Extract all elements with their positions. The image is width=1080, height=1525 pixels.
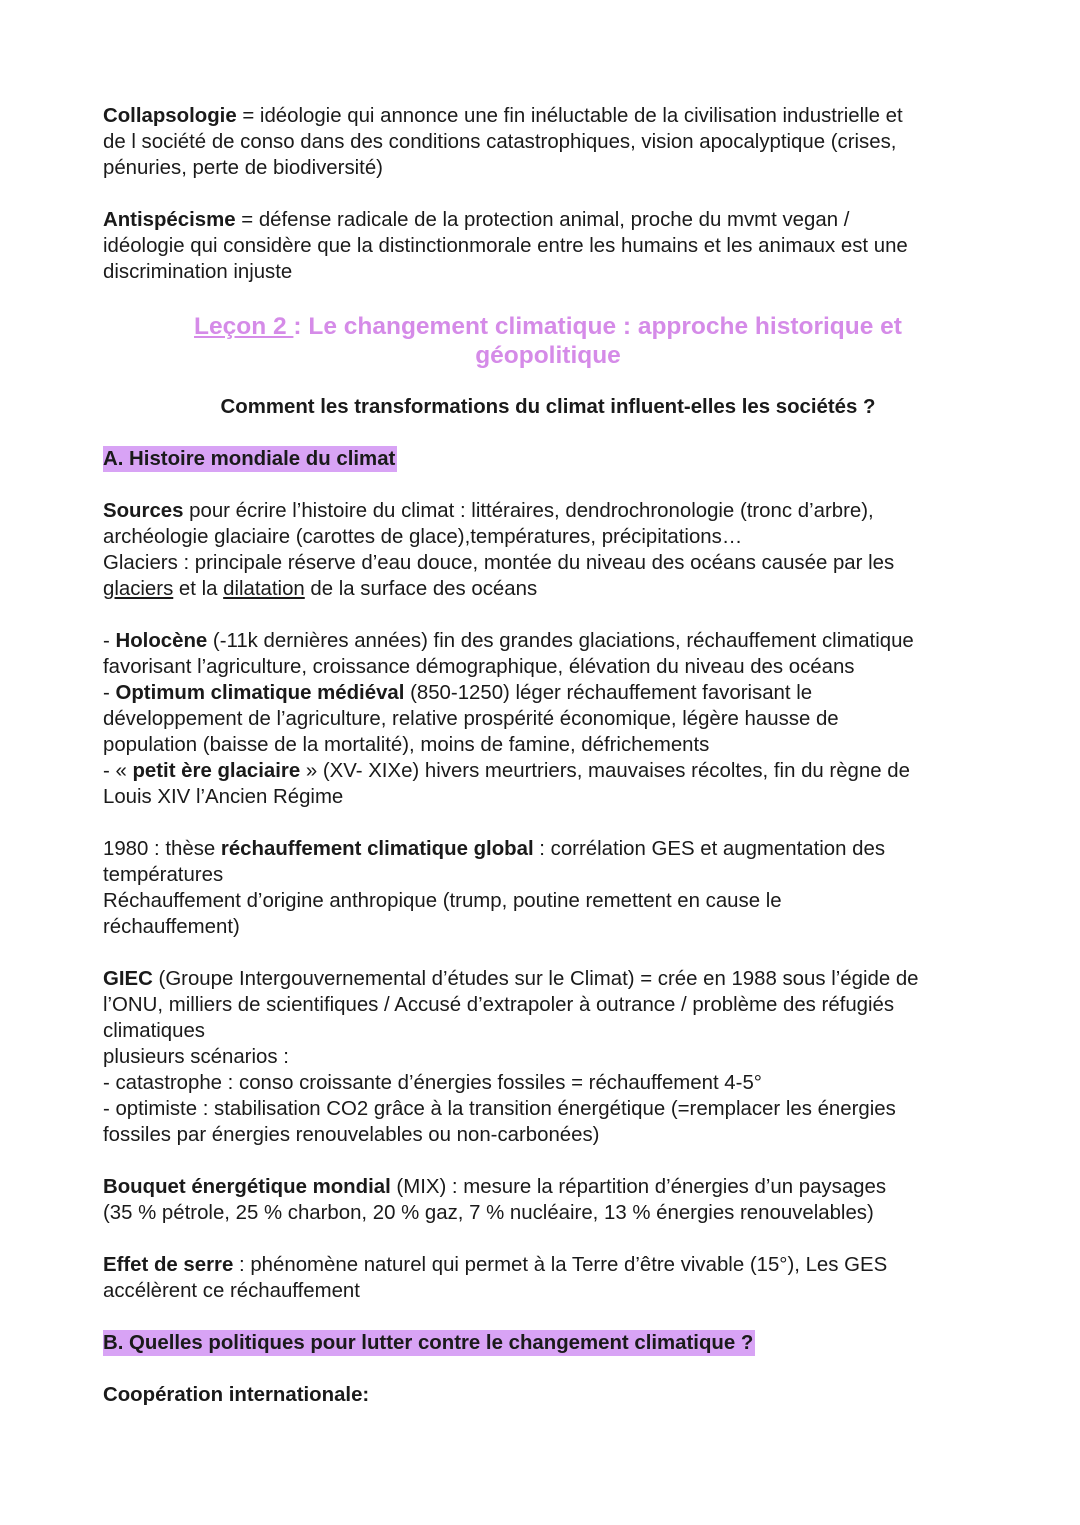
section-b <box>103 1330 983 1356</box>
text: - catastrophe : conso croissante d’énergies fossiles = réchauffement 4-5° <box>103 1072 762 1094</box>
definition-collapsologie <box>103 103 983 181</box>
text: l’ONU, milliers de scientifiques / Accusé d’extrapoler à outrance / problème des réfugiés <box>103 994 895 1016</box>
term-effet-de-serre: Effet de serre <box>103 1254 234 1276</box>
text: 1980 : thèse <box>103 838 221 860</box>
lesson-question: Comment les transformations du climat influent-elles les sociétés ? <box>220 396 876 418</box>
text: (MIX) : mesure la répartition d’énergies d’un paysages <box>390 1176 887 1198</box>
paragraph-sources <box>103 498 983 602</box>
text: pénuries, perte de biodiversité) <box>103 157 383 179</box>
text: : phénomène naturel qui permet à la Terre d’être vivable (15°), Les GES <box>233 1254 888 1276</box>
text: - optimiste : stabilisation CO2 grâce à la transition énergétique (=remplacer les énergies <box>103 1098 896 1120</box>
term-collapsologie: Collapsologie <box>103 105 237 127</box>
text: discrimination injuste <box>103 261 293 283</box>
text: climatiques <box>103 1020 205 1042</box>
text: et la <box>173 578 224 600</box>
paragraph-1980 <box>103 836 983 940</box>
document-page <box>103 103 983 1408</box>
term-holocene: Holocène <box>115 630 208 652</box>
text: réchauffement) <box>103 916 240 938</box>
text: de l société de conso dans des conditions catastrophiques, vision apocalyptique (crises, <box>103 131 897 153</box>
term-petit-ere-glaciaire: petit ère glaciaire <box>132 760 301 782</box>
dash: - « <box>103 760 133 782</box>
text: pour écrire l’histoire du climat : littéraires, dendrochronologie (tronc d’arbre), <box>183 500 874 522</box>
text: population (baisse de la mortalité), moins de famine, défrichements <box>103 734 710 756</box>
term-sources: Sources <box>103 500 184 522</box>
text: : corrélation GES et augmentation des <box>533 838 886 860</box>
term-bouquet: Bouquet énergétique mondial <box>103 1176 391 1198</box>
text: développement de l’agriculture, relative prospérité économique, légère hausse de <box>103 708 839 730</box>
text: de la surface des océans <box>304 578 538 600</box>
lesson-label: Leçon 2 <box>194 313 294 340</box>
text: Glaciers : principale réserve d’eau douce, montée du niveau des océans causée par les <box>103 552 895 574</box>
text: idéologie qui considère que la distinctionmorale entre les humains et les animaux est une <box>103 235 908 257</box>
text: » (XV- XIXe) hivers meurtriers, mauvaises récoltes, fin du règne de <box>300 760 910 782</box>
section-a <box>103 446 983 472</box>
text: Réchauffement d’origine anthropique (trump, poutine remettent en cause le <box>103 890 782 912</box>
lesson-title-line1: : Le changement climatique : approche historique et <box>293 313 902 340</box>
paragraph-giec <box>103 966 983 1148</box>
cooperation-heading: Coopération internationale: <box>103 1384 370 1406</box>
text: (35 % pétrole, 25 % charbon, 20 % gaz, 7 % nucléaire, 13 % énergies renouvelables) <box>103 1202 874 1224</box>
lesson-title <box>103 312 983 370</box>
text: (-11k dernières années) fin des grandes glaciations, réchauffement climatique <box>207 630 914 652</box>
section-a-heading: A. Histoire mondiale du climat <box>103 448 396 470</box>
text: accélèrent ce réchauffement <box>103 1280 360 1302</box>
text: = idéologie qui annonce une fin inéluctable de la civilisation industrielle et <box>236 105 903 127</box>
paragraph-effet-de-serre <box>103 1252 983 1304</box>
text: fossiles par énergies renouvelables ou non-carbonées) <box>103 1124 600 1146</box>
lesson-title-line2: géopolitique <box>475 342 621 369</box>
text: archéologie glaciaire (carottes de glace),températures, précipitations… <box>103 526 743 548</box>
dash: - <box>103 630 116 652</box>
text: Louis XIV l’Ancien Régime <box>103 786 344 808</box>
text: plusieurs scénarios : <box>103 1046 289 1068</box>
underlined-dilatation: dilatation <box>223 578 305 600</box>
dash: - <box>103 682 116 704</box>
term-optimum: Optimum climatique médiéval <box>115 682 405 704</box>
term-giec: GIEC <box>103 968 153 990</box>
definition-antispecisme <box>103 207 983 285</box>
text: (Groupe Intergouvernemental d’études sur le Climat) = crée en 1988 sous l’égide de <box>152 968 919 990</box>
text: favorisant l’agriculture, croissance démographique, élévation du niveau des océans <box>103 656 855 678</box>
term-antispecisme: Antispécisme <box>103 209 236 231</box>
term-rechauffement-global: réchauffement climatique global <box>220 838 534 860</box>
paragraph-bouquet <box>103 1174 983 1226</box>
paragraph-periods <box>103 628 983 810</box>
section-b-heading: B. Quelles politiques pour lutter contre le changement climatique ? <box>103 1332 754 1354</box>
text: (850-1250) léger réchauffement favorisant le <box>404 682 813 704</box>
underlined-glaciers: glaciers <box>103 578 174 600</box>
text: = défense radicale de la protection animal, proche du mvmt vegan / <box>235 209 850 231</box>
text: températures <box>103 864 224 886</box>
